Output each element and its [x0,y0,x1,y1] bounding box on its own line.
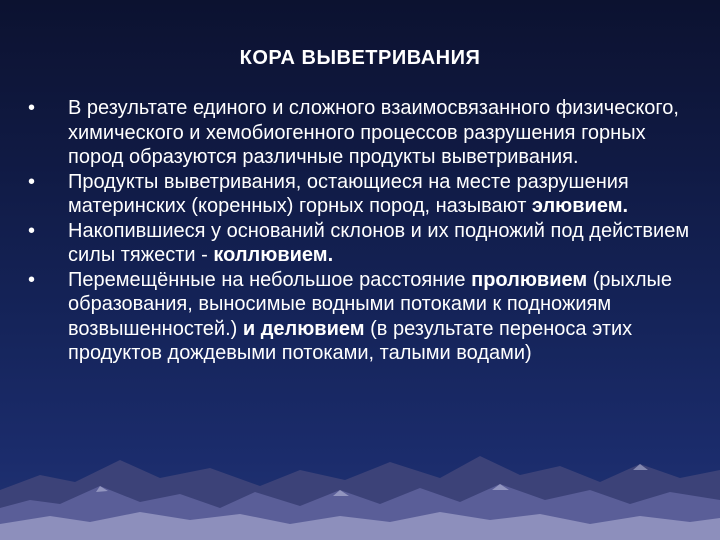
slide-title: КОРА ВЫВЕТРИВАНИЯ [239,47,481,69]
bullet-marker: • [28,170,36,193]
bullet-marker: • [28,97,36,119]
bullet-term: пролювием [471,268,588,291]
bullet-term: и делювием [237,317,365,340]
bullet-marker: • [28,268,36,291]
bullet-item [28,96,700,170]
bullet-list [28,96,700,366]
bullet-text: (рыхлые образования, выносимые водными потоками к подножиям возвышенностей.) [68,268,673,340]
bullet-term: элювием. [531,195,629,217]
bullet-term: коллювием. [213,244,334,266]
bullet-text: В результате единого и сложного взаимосвязанного физического, химического и хемобиогенного процессов разрушения горных пород образуются различные продукты выветривания. [68,97,679,168]
bullet-item [28,268,700,366]
bullet-text: Перемещённые на небольшое расстояние [68,268,472,291]
bullet-item [28,219,700,268]
bullet-text: Продукты выветривания, остающиеся на месте разрушения материнских (коренных) горных пород, называют [68,170,629,217]
bullet-marker: • [28,219,36,242]
bullet-text: (в результате переноса этих продуктов дождевыми потоками, талыми водами) [68,317,633,364]
mountain-background [0,420,720,540]
bullet-item [28,170,700,219]
bullet-text: Накопившиеся у оснований склонов и их подножий под действием силы тяжести - [68,219,690,266]
